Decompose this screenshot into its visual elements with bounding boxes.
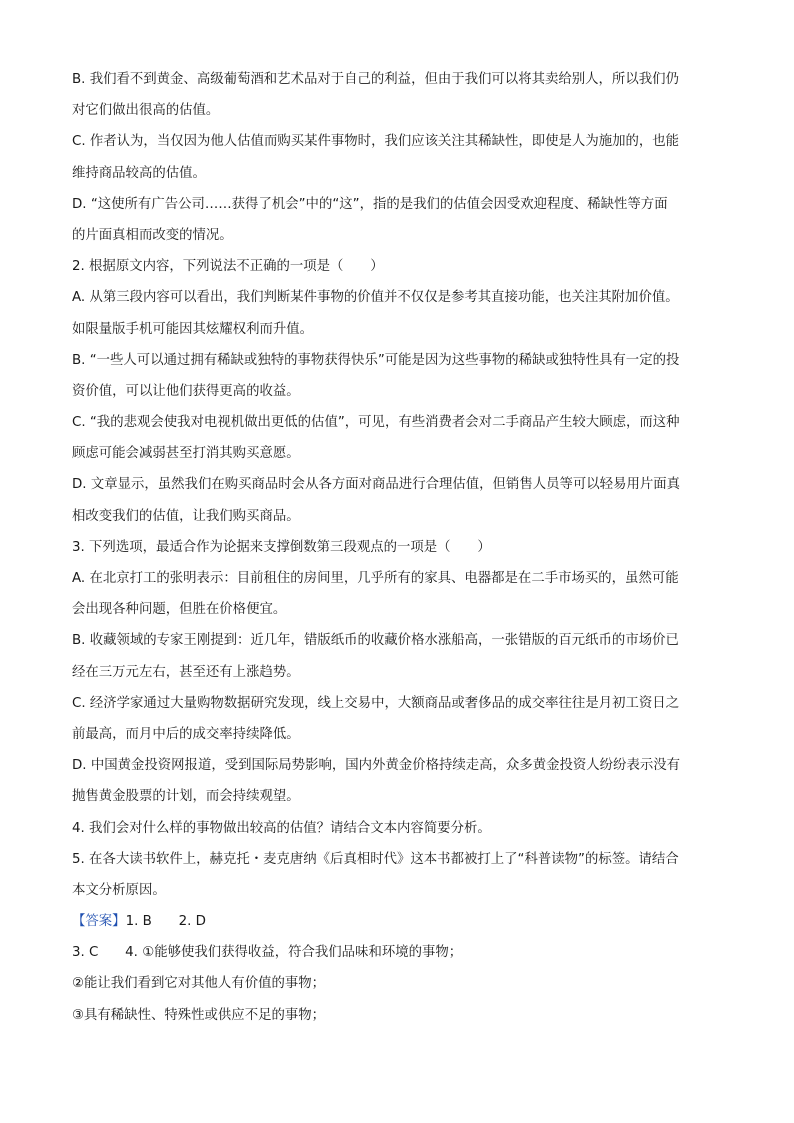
- question-2-stem: 2. 根据原文内容，下列说法不正确的一项是（ ）: [72, 259, 384, 275]
- text-line: 的片面真相而改变的情况。: [72, 227, 233, 243]
- answer-line: 3. C 4. ①能够使我们获得收益，符合我们品味和环境的事物；: [72, 945, 463, 961]
- text-line: 经在三万元左右，甚至还有上涨趋势。: [72, 664, 300, 680]
- question-4-stem: 4. 我们会对什么样的事物做出较高的估值？请结合文本内容简要分析。: [72, 820, 491, 836]
- text-line: 如限量版手机可能因其炫耀权利而升值。: [72, 321, 314, 337]
- question-3-stem: 3. 下列选项，最适合作为论据来支撑倒数第三段观点的一项是（ ）: [72, 539, 491, 555]
- answer-line: ③具有稀缺性、特殊性或供应不足的事物；: [72, 1007, 326, 1023]
- text-line: 抛售黄金股票的计划，而会持续观望。: [72, 789, 300, 805]
- text-line: C. “我的悲观会使我对电视机做出更低的估值”，可见，有些消费者会对二手商品产生较大顾虑，而这种: [72, 415, 680, 431]
- text-line: B. 我们看不到黄金、高级葡萄酒和艺术品对于自己的利益，但由于我们可以将其卖给别人，所以我们仍: [72, 72, 679, 87]
- text-line: D. “这使所有广告公司……获得了机会”中的“这”，指的是我们的估值会因受欢迎程度、稀缺性等方面: [72, 196, 668, 212]
- text-line: A. 从第三段内容可以看出，我们判断某件事物的价值并不仅仅是参考其直接功能，也关注其附加价值。: [72, 290, 679, 306]
- answer-text: 1. B 2. D: [125, 914, 206, 930]
- text-line: C. 作者认为，当仅因为他人估值而购买某件事物时，我们应该关注其稀缺性，即使是人为施加的，也能: [72, 134, 680, 150]
- text-line: 维持商品较高的估值。: [72, 165, 206, 181]
- text-line: D. 中国黄金投资网报道，受到国际局势影响，国内外黄金价格持续走高，众多黄金投资人纷纷表示没有: [72, 758, 681, 774]
- text-line: 对它们做出很高的估值。: [72, 103, 220, 119]
- text-line: 本文分析原因。: [72, 882, 166, 898]
- text-line: 相改变我们的估值，让我们购买商品。: [72, 508, 300, 524]
- text-line: 资价值，可以让他们获得更高的收益。: [72, 383, 300, 399]
- answer-line: ②能让我们看到它对其他人有价值的事物；: [72, 976, 326, 992]
- text-line: D. 文章显示，虽然我们在购买商品时会从各方面对商品进行合理估值，但销售人员等可以轻易用片面真: [72, 477, 681, 493]
- question-5-stem: 5. 在各大读书软件上，赫克托・麦克唐纳《后真相时代》这本书都被打上了“科普读物”的标签。请结合: [72, 851, 679, 867]
- text-line: B. 收藏领域的专家王刚提到：近几年，错版纸币的收藏价格水涨船高，一张错版的百元纸币的市场价已: [72, 633, 679, 649]
- answer-tag: 【答案】: [72, 914, 126, 930]
- text-line: B. “一些人可以通过拥有稀缺或独特的事物获得快乐”可能是因为这些事物的稀缺或独特性具有一定的投: [72, 352, 680, 368]
- text-line: C. 经济学家通过大量购物数据研究发现，线上交易中，大额商品或奢侈品的成交率往往是月初工资日之: [72, 695, 680, 711]
- text-line: 会出现各种问题，但胜在价格便宜。: [72, 602, 287, 618]
- text-line: 顾虑可能会减弱甚至打消其购买意愿。: [72, 446, 300, 462]
- text-line: A. 在北京打工的张明表示：目前租住的房间里，几乎所有的家具、电器都是在二手市场买的，虽然可能: [72, 571, 679, 586]
- document-body: [72, 64, 722, 1031]
- answer-line: [72, 906, 722, 937]
- text-line: 前最高，而月中后的成交率持续降低。: [72, 726, 300, 742]
